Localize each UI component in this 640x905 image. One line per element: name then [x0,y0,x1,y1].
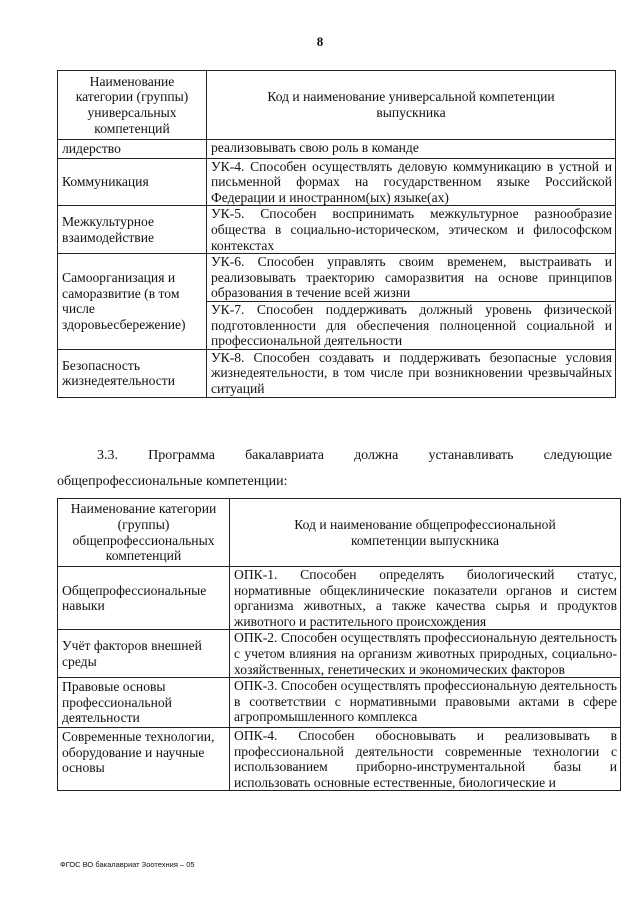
paragraph-word: 3.3. [97,448,118,463]
category-cell: лидерство [58,140,207,159]
competence-cell: УК-5. Способен воспринимать межкультурное разнообразие общества в социально-историческом, этическом и философском контекстах [207,206,616,254]
table-row [58,140,616,159]
paragraph-word: следующие [543,448,612,463]
competence-cell: УК-4. Способен осуществлять деловую коммуникацию в устной и письменной формах на государственном языке Российской Федерации и иностранном(ых) языке(ах) [207,158,616,206]
category-cell: Учёт факторов внешней среды [58,630,230,678]
category-cell: Коммуникация [58,158,207,206]
table-header-row [58,71,616,140]
paragraph-word: бакалавриата [245,448,324,463]
competence-cell: ОПК-4. Способен обосновывать и реализовывать в профессиональной деятельности современные технологии с использованием приборно-инструментальной базы и использовать основные естественные, биологические и [230,727,621,790]
category-cell: Межкультурное взаимодействие [58,206,207,254]
competence-cell: УК-7. Способен поддерживать должный уровень физической подготовленности для обеспечения полноценной социальной и профессиональной деятельности [207,301,616,349]
table-header-row [58,499,621,567]
table-row [58,349,616,397]
paragraph-word: устанавливать [428,448,514,463]
paragraph-word: Программа [148,448,215,463]
category-cell: Самоорганизация и саморазвитие (в том числе здоровьесбережение) [58,254,207,350]
competence-cell: ОПК-1. Способен определять биологический статус, нормативные общеклинические показатели органов и систем организма животных, а также качества сырья и продуктов животного и растительного происхождения [230,567,621,630]
table-row [58,678,621,728]
header-category: Наименование категории (группы) универсальных компетенций [58,71,207,140]
table-row [58,158,616,206]
table-row [58,254,616,302]
competence-cell: реализовывать свою роль в команде [207,140,616,159]
table-row [58,567,621,630]
category-cell: Безопасность жизнедеятельности [58,349,207,397]
universal-competences-table [57,70,616,398]
competence-cell: УК-6. Способен управлять своим временем, выстраивать и реализовывать траекторию саморазвития на основе принципов образования в течение всей жизни [207,254,616,302]
header-competence: Код и наименование общепрофессиональной компетенции выпускника [230,499,621,567]
table-row [58,206,616,254]
competence-cell: ОПК-2. Способен осуществлять профессиональную деятельность с учетом влияния на организм животных природных, социально-хозяйственных, генетических и экономических факторов [230,630,621,678]
competence-cell: УК-8. Способен создавать и поддерживать безопасные условия жизнедеятельности, в том числе при возникновении чрезвычайных ситуаций [207,349,616,397]
header-category: Наименование категории (группы) общепрофессиональных компетенций [58,499,230,567]
paragraph-word: должна [354,448,399,463]
page-number: 8 [316,34,324,49]
section-paragraph-line-2: общепрофессиональные компетенции: [57,474,288,489]
competence-cell: ОПК-3. Способен осуществлять профессиональную деятельность в соответствии с нормативными правовыми актами в сфере агропромышленного комплекса [230,678,621,728]
footer-text: ФГОС ВО бакалавриат Зоотехния – 05 [60,860,195,869]
general-professional-competences-table [57,498,621,791]
category-cell: Современные технологии, оборудование и научные основы [58,727,230,790]
table-row [58,727,621,790]
header-competence: Код и наименование универсальной компетенции выпускника [207,71,616,140]
category-cell: Правовые основы профессиональной деятельности [58,678,230,728]
category-cell: Общепрофессиональные навыки [58,567,230,630]
table-row [58,630,621,678]
section-paragraph-line-1 [57,448,612,464]
